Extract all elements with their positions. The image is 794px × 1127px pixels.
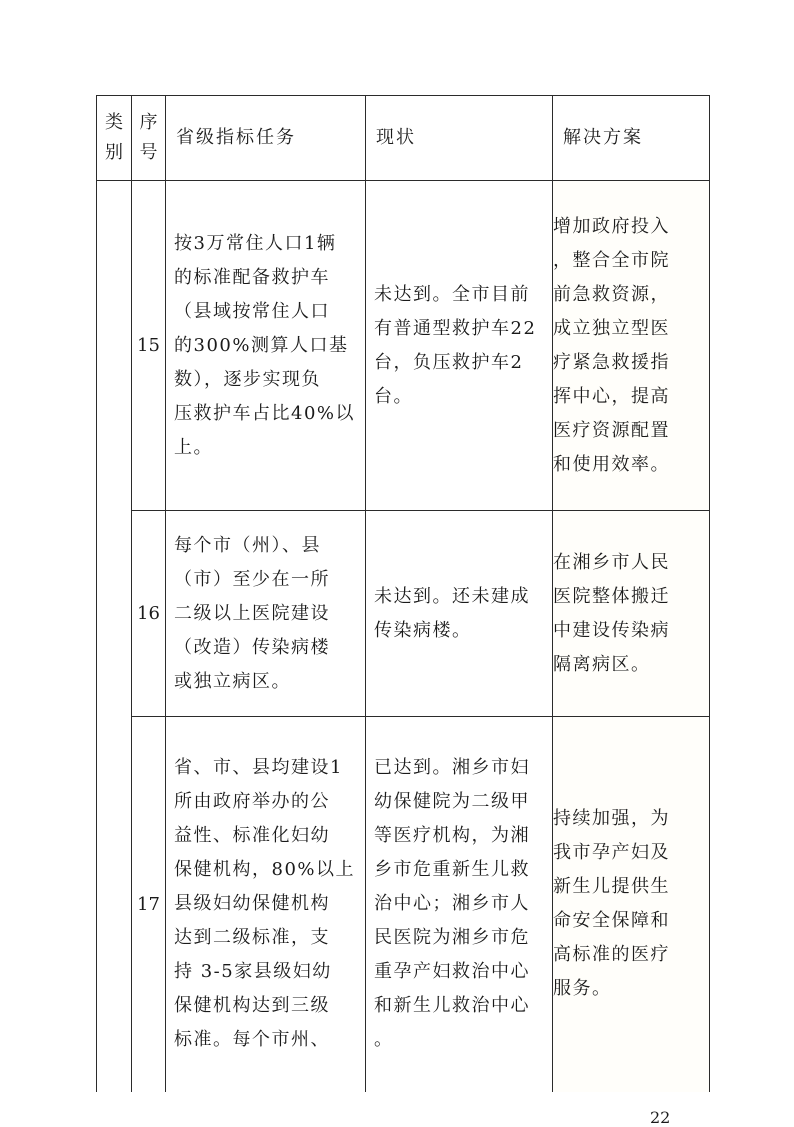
row-plan: 在湘乡市人民 医院整体搬迁 中建设传染病 隔离病区。 xyxy=(553,511,710,717)
row-task: 每个市（州）、县 （市）至少在一所 二级以上医院建设 （改造）传染病楼 或独立病区。 xyxy=(166,511,366,717)
indicator-table xyxy=(96,95,710,1092)
row-status: 未达到。还未建成 传染病楼。 xyxy=(366,511,553,717)
page-number: 22 xyxy=(650,1108,671,1127)
row-seq: 15 xyxy=(132,181,166,511)
header-seq: 序 号 xyxy=(132,96,166,181)
header-task: 省级指标任务 xyxy=(166,96,366,181)
row-seq: 16 xyxy=(132,511,166,717)
row-task: 按3万常住人口1辆 的标准配备救护车 （县域按常住人口 的300%测算人口基 数），逐步实现负 压救护车占比40%以 上。 xyxy=(166,181,366,511)
row-plan: 持续加强，为 我市孕产妇及 新生儿提供生 命安全保障和 高标准的医疗 服务。 xyxy=(553,717,710,1092)
category-cell xyxy=(97,181,132,1092)
table-header-row xyxy=(97,96,710,181)
table-row xyxy=(97,511,710,717)
header-plan: 解决方案 xyxy=(553,96,710,181)
row-seq: 17 xyxy=(132,717,166,1092)
row-task: 省、市、县均建设1 所由政府举办的公 益性、标准化妇幼 保健机构，80%以上 县级妇幼保健机构 达到二级标准，支 持 3-5家县级妇幼 保健机构达到三级 标准。每个市州、 xyxy=(166,717,366,1092)
row-status: 未达到。全市目前 有普通型救护车22 台，负压救护车2 台。 xyxy=(366,181,553,511)
row-status: 已达到。湘乡市妇 幼保健院为二级甲 等医疗机构，为湘 乡市危重新生儿救 治中心；湘乡市人 民医院为湘乡市危 重孕产妇救治中心 和新生儿救治中心 。 xyxy=(366,717,553,1092)
table-row xyxy=(97,717,710,1092)
row-plan: 增加政府投入 ，整合全市院 前急救资源， 成立独立型医 疗紧急救援指 挥中心，提高 医疗资源配置 和使用效率。 xyxy=(553,181,710,511)
table-row xyxy=(97,181,710,511)
header-status: 现状 xyxy=(366,96,553,181)
header-category: 类 别 xyxy=(97,96,132,181)
